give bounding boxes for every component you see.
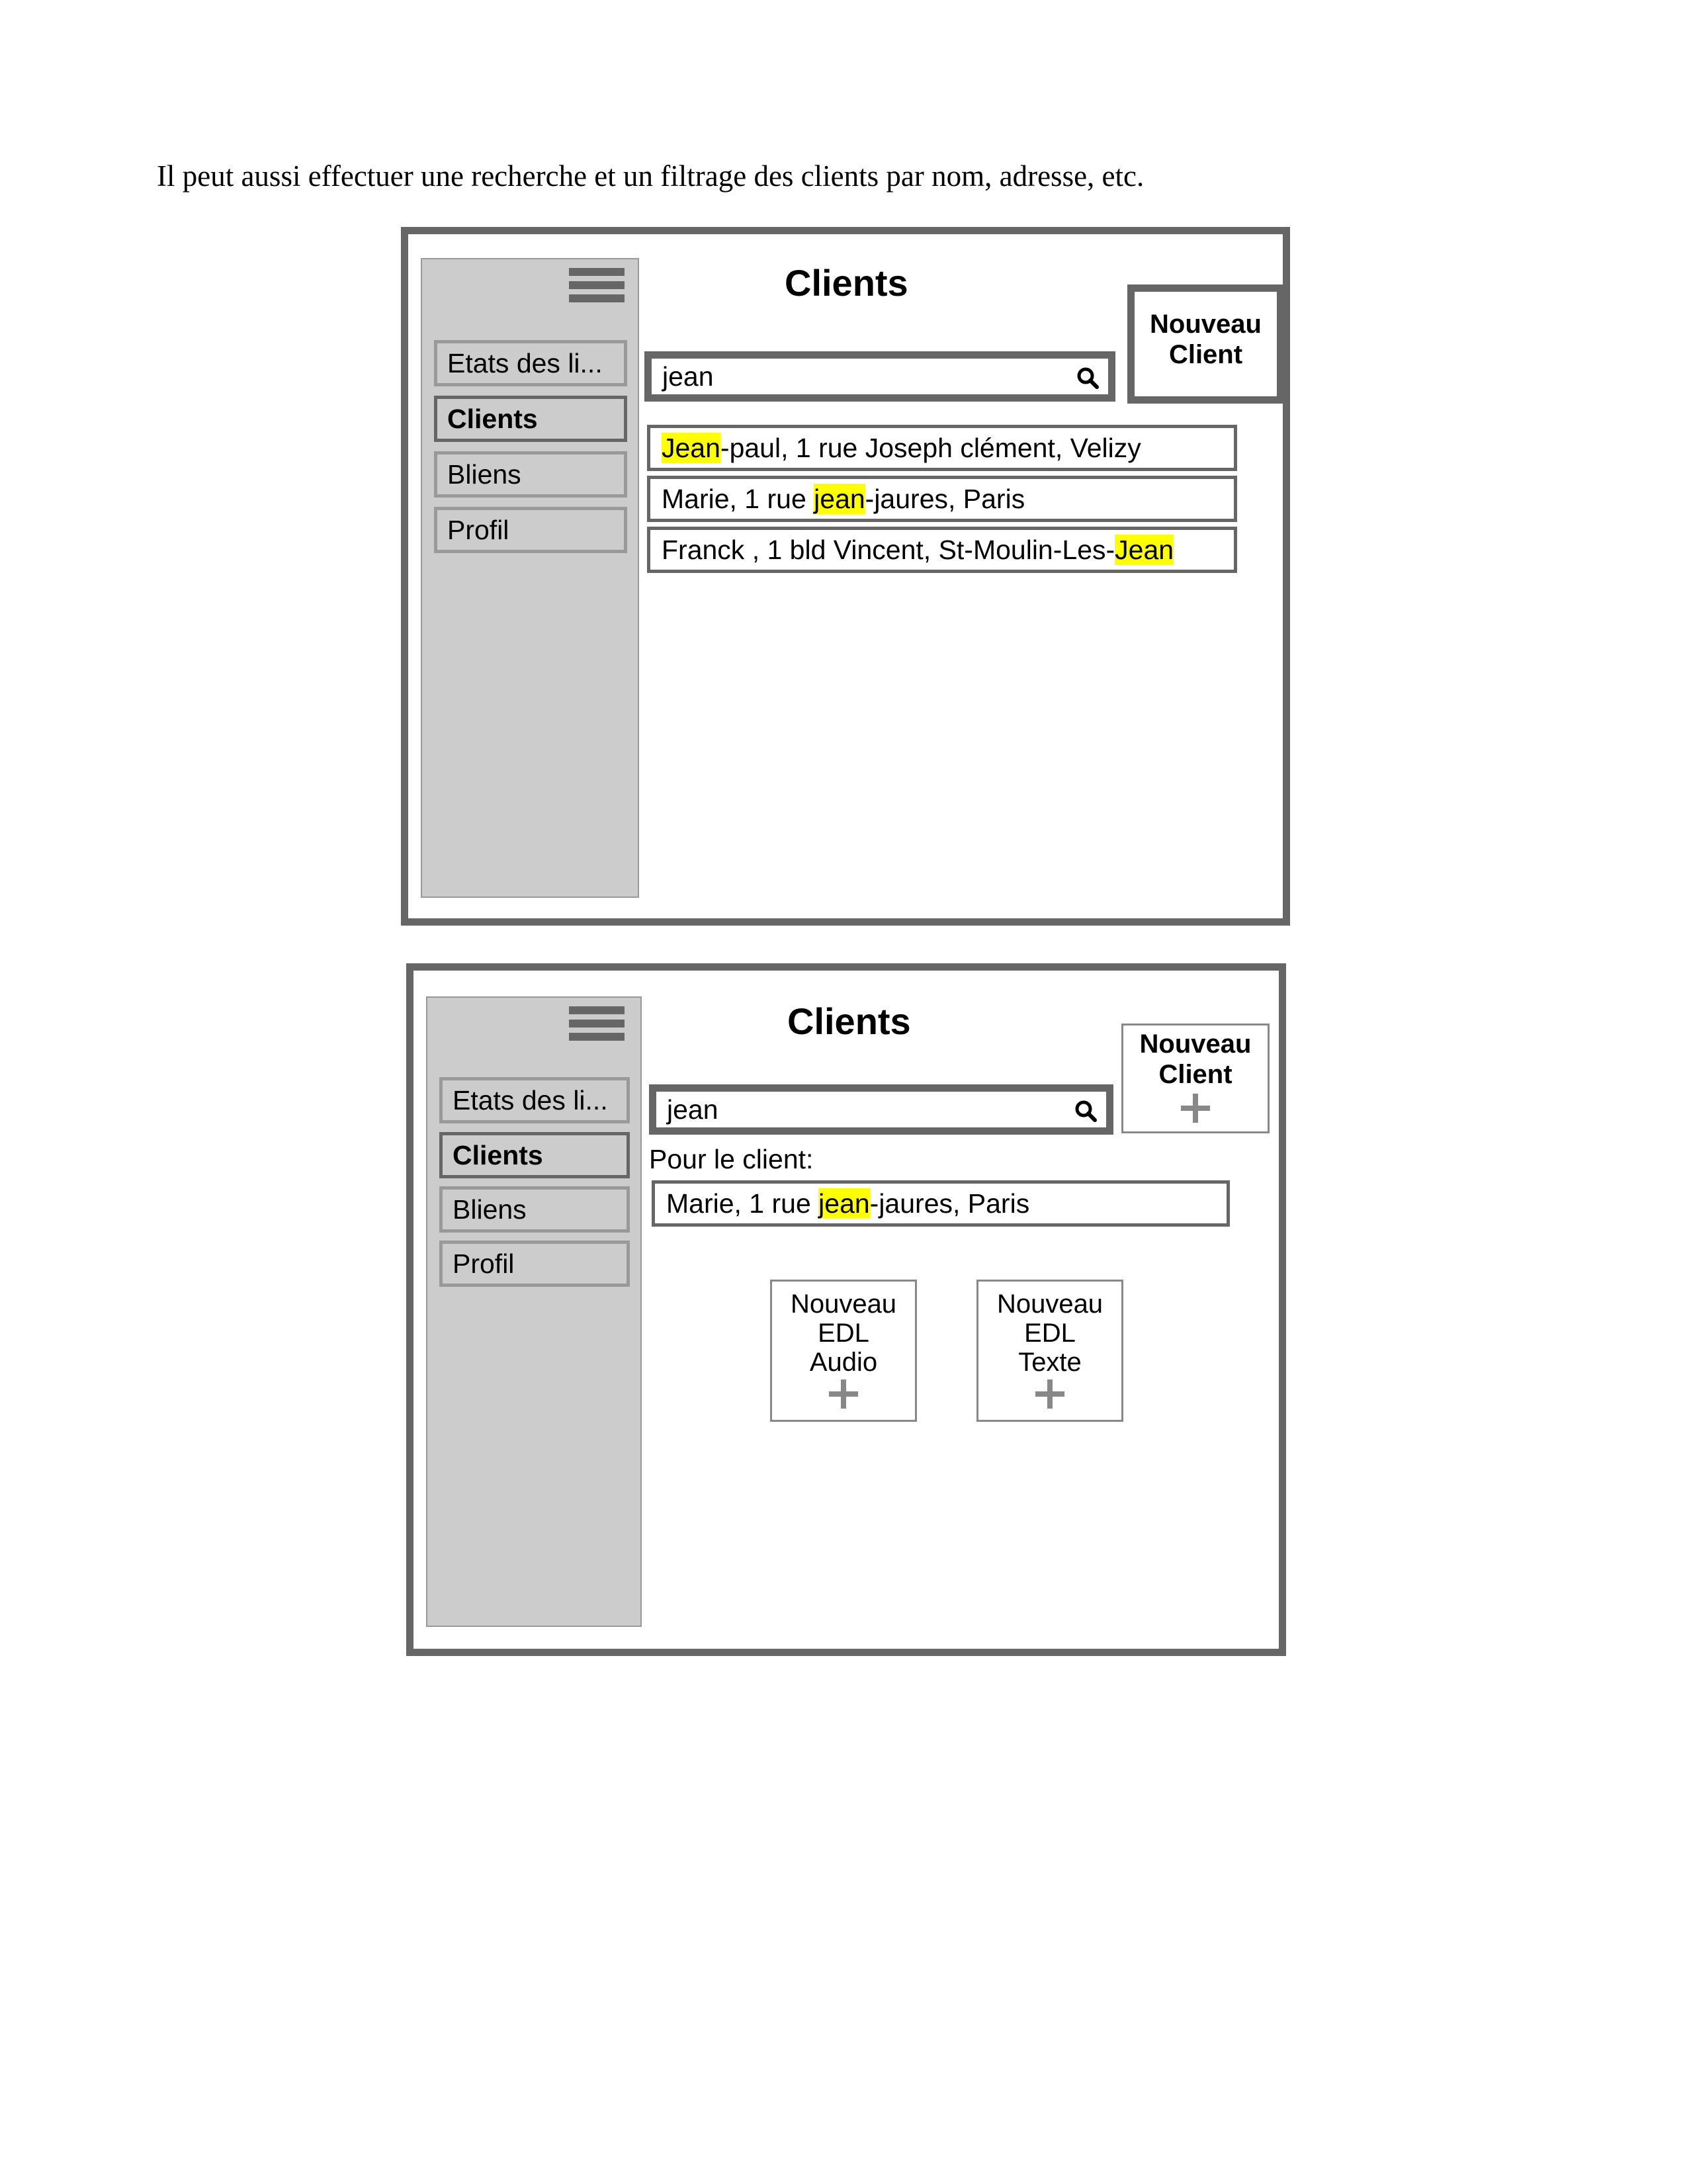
new-edl-audio-button[interactable] <box>770 1280 917 1422</box>
sidebar-item-profil[interactable]: Profil <box>434 507 627 553</box>
search-input-value: jean <box>662 361 714 392</box>
new-client-button[interactable] <box>1121 1024 1270 1133</box>
sidebar-item-profil[interactable]: Profil <box>439 1241 630 1287</box>
page-title: Clients <box>787 1000 911 1042</box>
hamburger-menu-icon[interactable] <box>569 1006 625 1041</box>
sidebar-item-clients[interactable]: Clients <box>434 396 627 442</box>
selected-client-label: Pour le client: <box>649 1144 814 1174</box>
result-text: -jaures, Paris <box>869 1188 1030 1219</box>
result-text: Marie, 1 rue <box>666 1188 819 1219</box>
result-highlight: Jean <box>1115 535 1174 565</box>
new-client-label-line2: Client <box>1168 340 1243 369</box>
result-text: Marie, 1 rue <box>662 484 814 514</box>
client-result-row[interactable] <box>647 425 1237 471</box>
plus-icon <box>829 1379 858 1409</box>
sidebar-item-etats-des-lieux[interactable]: Etats des li... <box>434 340 627 386</box>
search-input[interactable] <box>649 1084 1113 1135</box>
mockup-screen-search-results <box>401 227 1290 926</box>
client-result-row[interactable] <box>647 527 1237 573</box>
result-text: -paul, 1 rue Joseph clément, Velizy <box>720 433 1141 463</box>
button-label-line: Nouveau <box>790 1289 897 1319</box>
new-client-label-line2: Client <box>1158 1060 1233 1089</box>
button-label-line: EDL <box>1024 1319 1076 1348</box>
plus-icon <box>1181 1094 1210 1123</box>
sidebar-item-biens[interactable]: Bliens <box>434 451 627 498</box>
new-edl-text-button[interactable] <box>976 1280 1123 1422</box>
button-label-line: Audio <box>809 1348 878 1377</box>
new-client-button[interactable] <box>1127 284 1284 404</box>
new-client-label-line1: Nouveau <box>1150 310 1262 339</box>
new-client-label-line1: Nouveau <box>1139 1029 1252 1059</box>
selected-client-row[interactable] <box>652 1180 1230 1227</box>
sidebar <box>421 258 639 898</box>
client-result-row[interactable] <box>647 476 1237 522</box>
button-label-line: Nouveau <box>996 1289 1103 1319</box>
intro-paragraph: Il peut aussi effectuer une recherche et un filtrage des clients par nom, adresse, etc. <box>157 159 1145 193</box>
sidebar-item-etats-des-lieux[interactable]: Etats des li... <box>439 1077 630 1123</box>
search-icon[interactable] <box>1074 1100 1097 1122</box>
mockup-screen-client-selected <box>406 963 1286 1656</box>
result-highlight: jean <box>818 1188 870 1219</box>
sidebar <box>426 996 642 1627</box>
hamburger-menu-icon[interactable] <box>569 268 625 303</box>
search-icon[interactable] <box>1076 367 1099 389</box>
sidebar-item-biens[interactable]: Bliens <box>439 1186 630 1233</box>
result-text: Franck , 1 bld Vincent, St-Moulin-Les- <box>662 535 1115 565</box>
result-highlight: Jean <box>662 433 720 463</box>
result-text: -jaures, Paris <box>865 484 1025 514</box>
result-highlight: jean <box>814 484 865 514</box>
button-label-line: Texte <box>1018 1348 1082 1377</box>
search-input-value: jean <box>667 1094 718 1125</box>
page-title: Clients <box>785 262 908 304</box>
sidebar-item-clients[interactable]: Clients <box>439 1132 630 1178</box>
button-label-line: EDL <box>818 1319 869 1348</box>
search-input[interactable] <box>644 351 1115 402</box>
plus-icon <box>1035 1379 1064 1409</box>
